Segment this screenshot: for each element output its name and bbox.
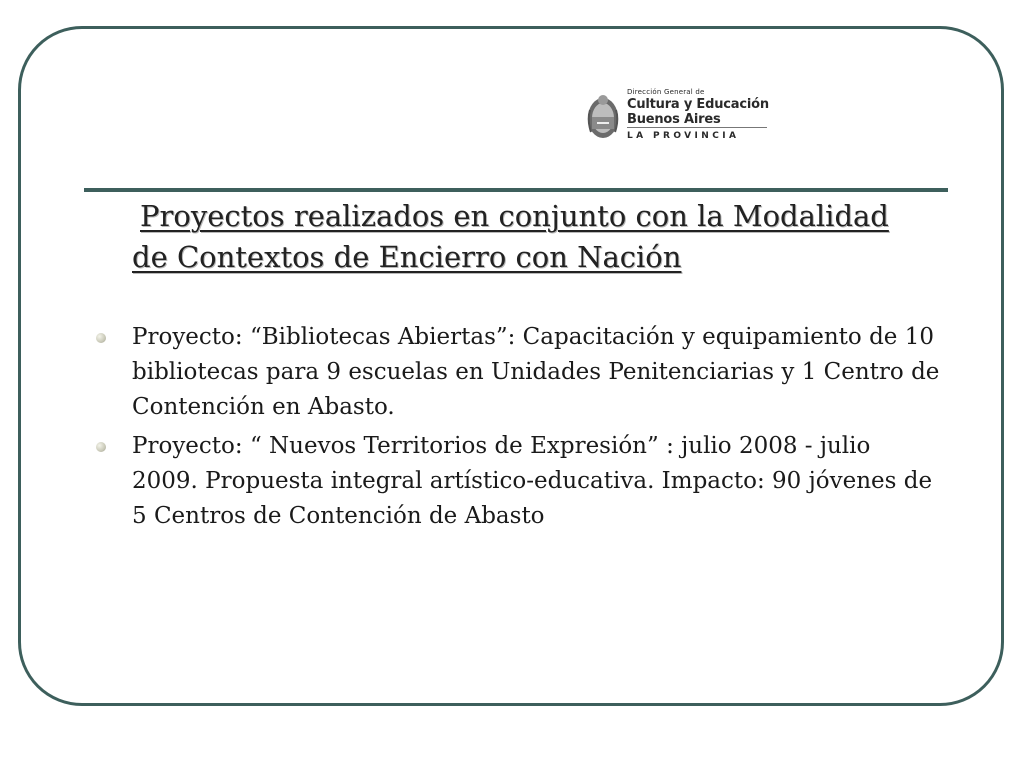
logo-line-buenos-aires: Buenos Aires [627, 112, 721, 127]
logo-line-direccion: Dirección General de [627, 88, 705, 96]
slide-title-line-1: Proyectos realizados en conjunto con la Modalidad [140, 199, 889, 233]
slide-title [132, 196, 932, 278]
logo-line-cultura: Cultura y Educación [627, 97, 769, 112]
bullet-icon [96, 442, 106, 452]
bullet-list [92, 320, 942, 538]
logo-wordmark [627, 88, 769, 141]
slide-title-line-2: de Contextos de Encierro con Nación [132, 240, 682, 274]
provincial-shield-icon [585, 90, 621, 142]
bullet-item-territorios [92, 429, 942, 534]
title-divider [84, 188, 948, 192]
bullet-icon [96, 333, 106, 343]
bullet-text: Proyecto: “Bibliotecas Abiertas”: Capacitación y equipamiento de 10 bibliotecas para 9 escuelas en Unidades Penitenciarias y 1 Centro de Contención en Abasto. [132, 324, 940, 420]
bullet-text: Proyecto: “ Nuevos Territorios de Expresión” : julio 2008 - julio 2009. Propuesta integral artístico-educativa. Impacto: 90 jóvenes de 5 Centros de Contención de Abasto [132, 433, 933, 529]
logo-line-provincia: LA PROVINCIA [627, 131, 740, 141]
logo-divider [627, 127, 767, 128]
institution-logo [585, 88, 785, 148]
bullet-item-bibliotecas [92, 320, 942, 425]
